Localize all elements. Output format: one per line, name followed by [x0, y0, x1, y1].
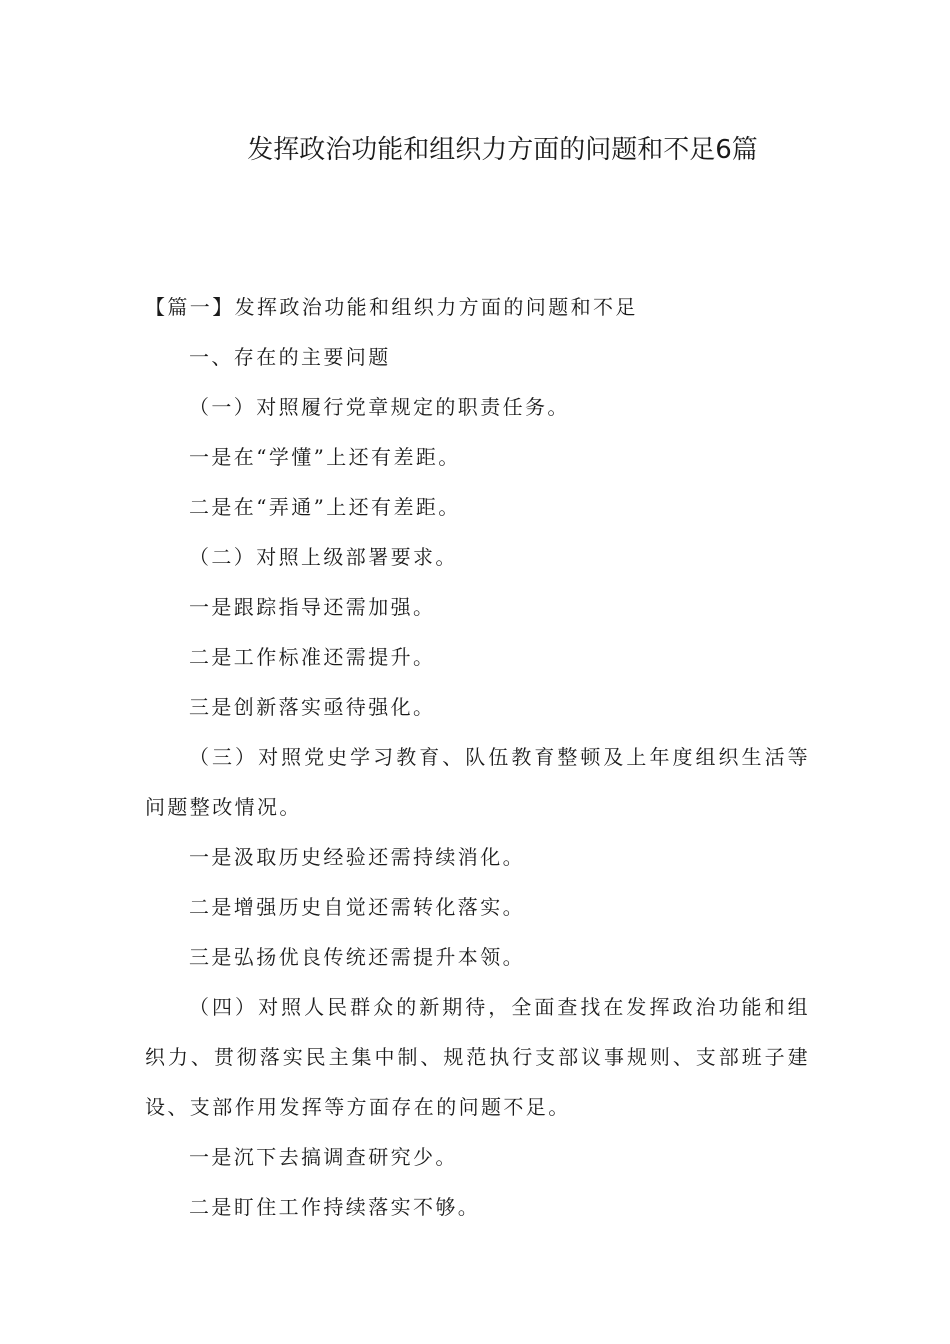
paragraph-subheading-3: （三）对照党史学习教育、队伍教育整顿及上年度组织生活等问题整改情况。 — [145, 745, 810, 819]
paragraph: 三是创新落实亟待强化。 — [189, 695, 436, 719]
paragraph-subheading-1: （一）对照履行党章规定的职责任务。 — [189, 395, 570, 419]
paragraph-subheading-4: （四）对照人民群众的新期待，全面查找在发挥政治功能和组织力、贯彻落实民主集中制、规范执行支部议事规则、支部班子建设、支部作用发挥等方面存在的问题不足。 — [145, 995, 810, 1119]
section-heading: 【篇一】发挥政治功能和组织力方面的问题和不足 — [145, 295, 638, 319]
document-title: 发挥政治功能和组织力方面的问题和不足6篇 — [247, 135, 758, 165]
paragraph: 二是工作标准还需提升。 — [189, 645, 436, 669]
paragraph: 二是在“弄通”上还有差距。 — [189, 495, 461, 519]
paragraph: 一是在“学懂”上还有差距。 — [189, 445, 461, 469]
paragraph-heading-main-problems: 一、存在的主要问题 — [189, 345, 391, 369]
paragraph: 二是盯住工作持续落实不够。 — [189, 1195, 481, 1219]
paragraph: 一是跟踪指导还需加强。 — [189, 595, 436, 619]
document-body — [145, 282, 810, 1232]
paragraph-subheading-2: （二）对照上级部署要求。 — [189, 545, 458, 569]
paragraph: 一是沉下去搞调查研究少。 — [189, 1145, 458, 1169]
paragraph: 三是弘扬优良传统还需提升本领。 — [189, 945, 525, 969]
paragraph: 一是汲取历史经验还需持续消化。 — [189, 845, 525, 869]
paragraph: 二是增强历史自觉还需转化落实。 — [189, 895, 525, 919]
